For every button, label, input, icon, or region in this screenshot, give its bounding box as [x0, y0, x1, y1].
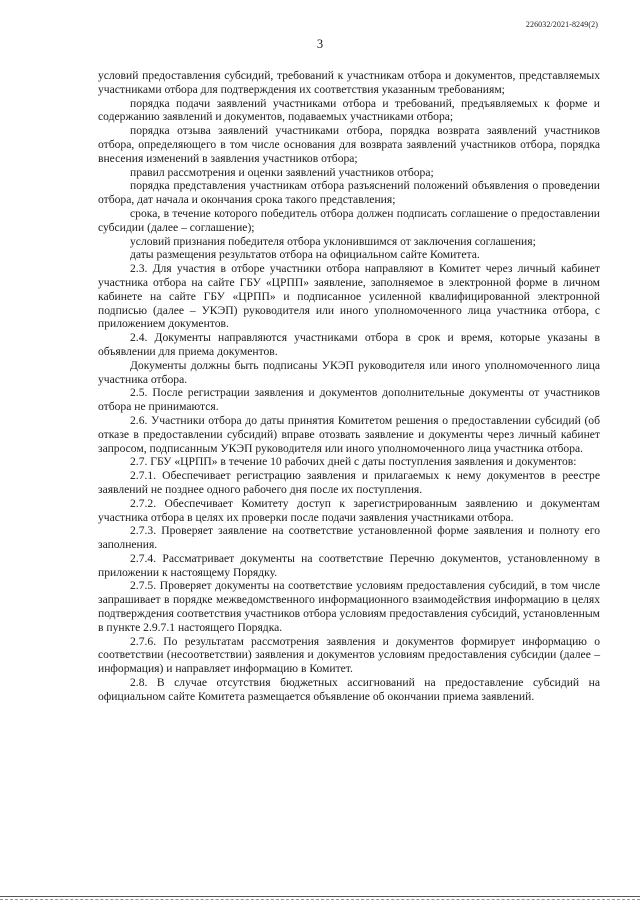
- paragraph: 2.5. После регистрации заявления и документов дополнительные документы от участников отбора не принимаются.: [98, 386, 600, 414]
- page-number: 3: [316, 37, 324, 51]
- paragraph: порядка отзыва заявлений участниками отбора, порядка возврата заявлений участников отбора, определяющего в том числе основания для возврата заявлений участников отбора, порядка внесения изменений в заявления участников отбора;: [98, 124, 600, 165]
- paragraph: 2.7.4. Рассматривает документы на соответствие Перечню документов, установленному в приложении к настоящему Порядку.: [98, 551, 600, 579]
- paragraph: 2.7.5. Проверяет документы на соответствие условиям предоставления субсидий, в том числе запрашивает в порядке межведомственного информационного взаимодействия информацию в целях подтверждения соответствия участников отбора условиям предоставления субсидий, установленным в пункте 2.9.7.1 настоящего Порядка.: [98, 579, 600, 634]
- paragraph: порядка представления участникам отбора разъяснений положений объявления о проведении отбора, дат начала и окончания срока такого представления;: [98, 179, 600, 207]
- paragraph: 2.7. ГБУ «ЦРПП» в течение 10 рабочих дней с даты поступления заявления и документов:: [130, 455, 577, 469]
- paragraph: условий признания победителя отбора уклонившимся от заключения соглашения;: [130, 234, 536, 248]
- paragraph: 2.7.2. Обеспечивает Комитету доступ к зарегистрированным заявлению и документам участника отбора в целях их проверки после подачи заявления участниками отбора.: [98, 496, 600, 524]
- paragraph: срока, в течение которого победитель отбора должен подписать соглашение о предоставлении субсидии (далее – соглашение);: [98, 206, 600, 234]
- document-registration-number: 226032/2021-8249(2): [525, 20, 598, 29]
- paragraph: даты размещения результатов отбора на официальном сайте Комитета.: [130, 248, 480, 262]
- paragraph: правил рассмотрения и оценки заявлений участников отбора;: [130, 165, 434, 179]
- paragraph: 2.3. Для участия в отборе участники отбора направляют в Комитет через личный кабинет участника отбора на сайте ГБУ «ЦРПП» заявление, заполняемое в электронной форме в личном кабинете на сайте ГБУ «ЦРПП» и подписанное усиленной квалифицированной электронной подписью (далее – УКЭП) руководителя или иного уполномоченного лица участника отбора, с приложением документов.: [98, 262, 600, 331]
- paragraph: 2.7.1. Обеспечивает регистрацию заявления и прилагаемых к нему документов в реестре заявлений не позднее одного рабочего дня после их поступления.: [98, 469, 600, 496]
- paragraph: Документы должны быть подписаны УКЭП руководителя или иного уполномоченного лица участника отбора.: [98, 358, 600, 386]
- paragraph: 2.4. Документы направляются участниками отбора в срок и время, которые указаны в объявлении для приема документов.: [98, 331, 600, 358]
- paragraph: 2.8. В случае отсутствия бюджетных ассигнований на предоставление субсидий на официальном сайте Комитета размещается объявление об окончании приема заявлений.: [98, 676, 600, 703]
- bottom-divider: [0, 896, 640, 897]
- paragraph: порядка подачи заявлений участниками отбора и требований, предъявляемых к форме и содержанию заявлений и документов, подаваемых участниками отбора;: [98, 96, 600, 124]
- paragraph: условий предоставления субсидий, требований к участникам отбора и документов, представляемых участниками отбора для подтверждения их соответствия указанным требованиям;: [98, 69, 600, 96]
- paragraph: 2.6. Участники отбора до даты принятия Комитетом решения о предоставлении субсидий (об отказе в предоставлении субсидий) вправе отозвать заявление и документы через личный кабинет запросом, подписанным УКЭП руководителя или иного уполномоченного лица участника отбора.: [98, 413, 600, 455]
- bottom-divider-dashed: [0, 899, 640, 900]
- document-body: [98, 69, 600, 704]
- paragraph: 2.7.6. По результатам рассмотрения заявления и документов формирует информацию о соответствии (несоответствии) заявления и документов условиям предоставления субсидии (далее – информация) и направляет информацию в Комитет.: [98, 634, 600, 676]
- paragraph: 2.7.3. Проверяет заявление на соответствие установленной форме заявления и полноту его заполнения.: [98, 524, 600, 552]
